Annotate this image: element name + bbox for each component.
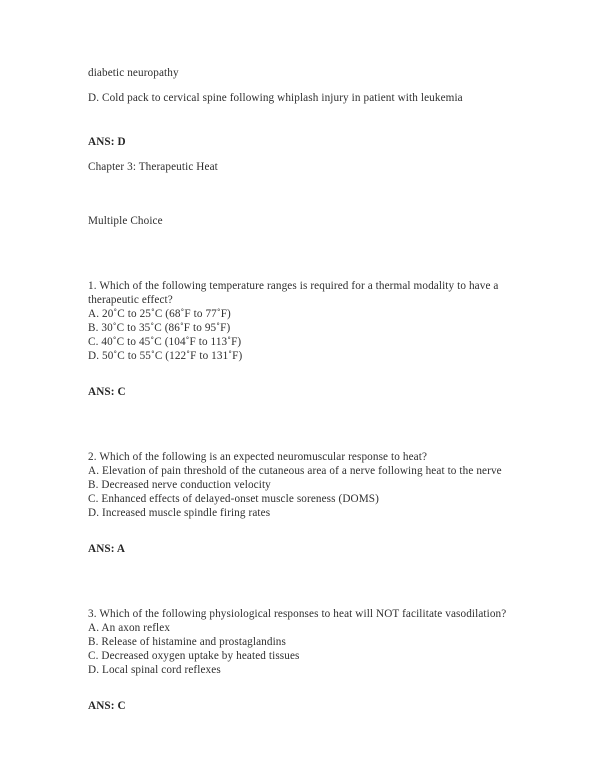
option-b: B. Decreased nerve conduction velocity bbox=[88, 479, 271, 491]
spacer bbox=[88, 80, 512, 91]
option-b: B. Release of histamine and prostaglandins bbox=[88, 636, 286, 648]
spacer bbox=[88, 105, 512, 135]
question-answer: ANS: C bbox=[88, 386, 126, 398]
carryover-option-d: D. Cold pack to cervical spine following whiplash injury in patient with leukemia bbox=[88, 92, 463, 104]
document-text-column bbox=[88, 66, 512, 713]
question-block bbox=[88, 607, 512, 713]
carryover-question-block bbox=[88, 66, 512, 149]
option-a: A. Elevation of pain threshold of the cutaneous area of a nerve following heat to the nerve bbox=[88, 465, 502, 477]
spacer bbox=[88, 556, 512, 596]
question-answer: ANS: A bbox=[88, 543, 126, 555]
chapter-title: Chapter 3: Therapeutic Heat bbox=[88, 161, 218, 173]
spacer bbox=[88, 174, 512, 214]
option-c: C. Enhanced effects of delayed-onset muscle soreness (DOMS) bbox=[88, 493, 379, 505]
section-label-multiple-choice: Multiple Choice bbox=[88, 215, 163, 227]
spacer bbox=[88, 268, 512, 279]
carryover-stem-tail: diabetic neuropathy bbox=[88, 67, 179, 79]
option-c: C. 40˚C to 45˚C (104˚F to 113˚F) bbox=[88, 336, 242, 348]
question-block bbox=[88, 450, 512, 556]
spacer bbox=[88, 149, 512, 160]
option-d: D. Local spinal cord reflexes bbox=[88, 664, 221, 676]
carryover-answer: ANS: D bbox=[88, 136, 126, 148]
spacer bbox=[88, 363, 512, 385]
spacer bbox=[88, 399, 512, 439]
question-answer: ANS: C bbox=[88, 700, 126, 712]
option-a: A. 20˚C to 25˚C (68˚F to 77˚F) bbox=[88, 308, 231, 320]
spacer bbox=[88, 596, 512, 607]
option-d: D. Increased muscle spindle firing rates bbox=[88, 507, 271, 519]
question-stem: 3. Which of the following physiological responses to heat will NOT facilitate vasodilation? bbox=[88, 608, 507, 620]
option-a: A. An axon reflex bbox=[88, 622, 171, 634]
spacer bbox=[88, 228, 512, 268]
spacer bbox=[88, 520, 512, 542]
question-options bbox=[88, 621, 512, 677]
option-b: B. 30˚C to 35˚C (86˚F to 95˚F) bbox=[88, 322, 231, 334]
question-stem: 2. Which of the following is an expected neuromuscular response to heat? bbox=[88, 451, 428, 463]
question-stem: 1. Which of the following temperature ranges is required for a thermal modality to have a therapeutic effect? bbox=[88, 280, 499, 306]
option-c: C. Decreased oxygen uptake by heated tissues bbox=[88, 650, 300, 662]
spacer bbox=[88, 677, 512, 699]
question-options bbox=[88, 307, 512, 363]
spacer bbox=[88, 439, 512, 450]
option-d: D. 50˚C to 55˚C (122˚F to 131˚F) bbox=[88, 350, 243, 362]
question-block bbox=[88, 279, 512, 399]
question-options bbox=[88, 464, 512, 520]
